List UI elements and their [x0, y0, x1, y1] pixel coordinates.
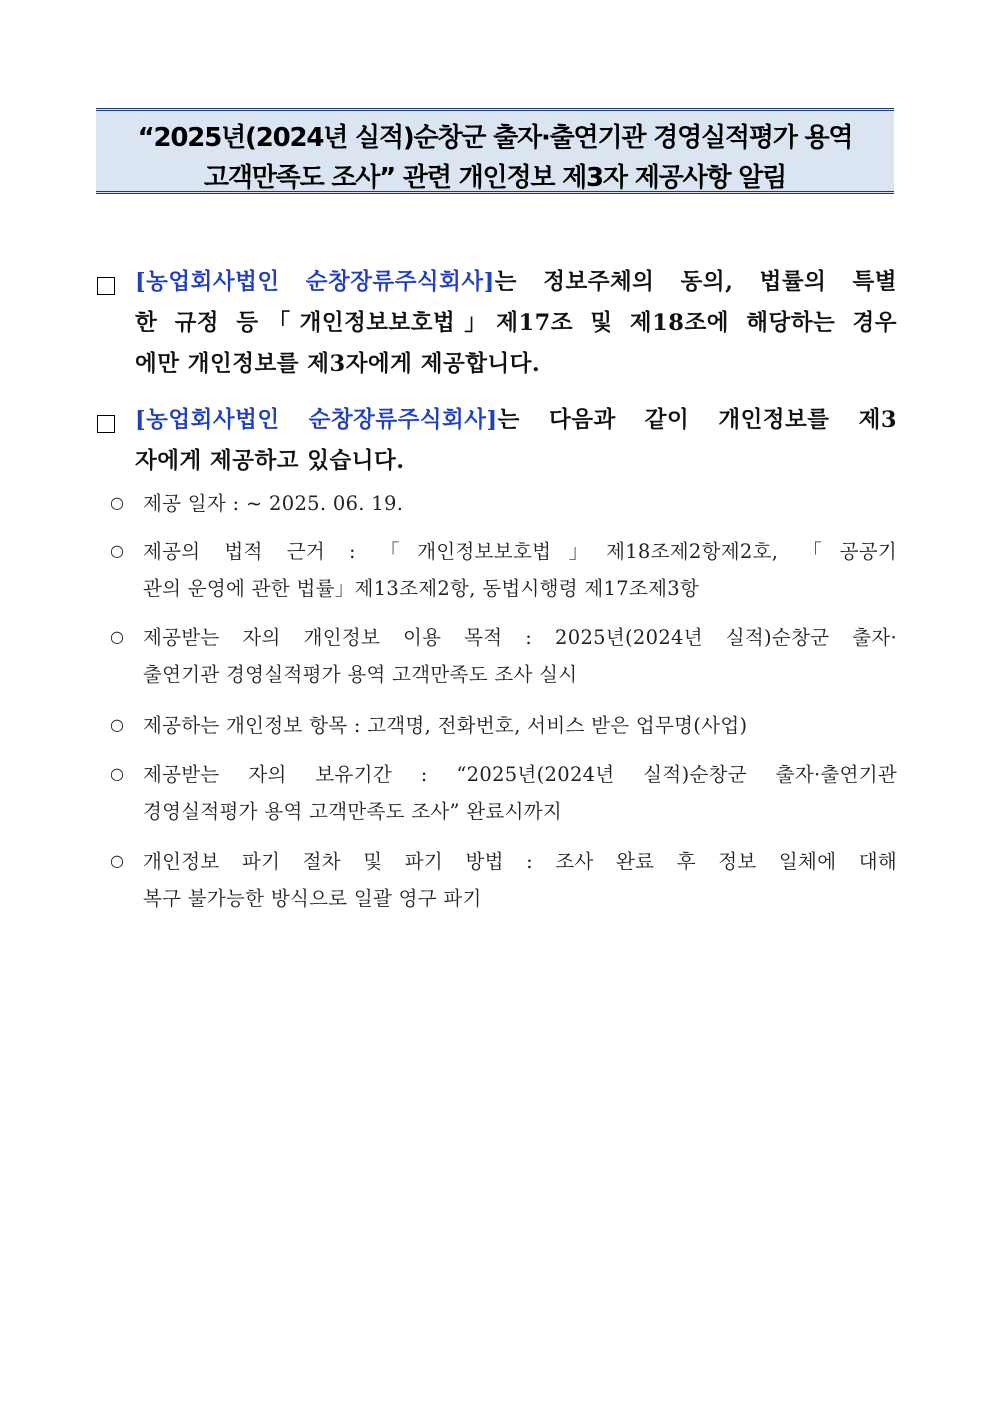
org-name: [농업회사법인 순창장류주식회사] [135, 269, 495, 295]
bullet-3: ○ [110, 627, 124, 646]
item-date [143, 485, 897, 522]
bullet-1: ○ [110, 493, 124, 512]
item-line: 제공받는 자의 개인정보 이용 목적 : 2025년(2024년 실적)순창군 출자· [143, 626, 897, 649]
title-box [96, 108, 894, 194]
section-2-line-1 [135, 400, 897, 441]
item-data-fields [143, 707, 897, 744]
bullet-5: ○ [110, 764, 124, 783]
item-line: 제공하는 개인정보 항목 : 고객명, 전화번호, 서비스 받은 업무명(사업) [143, 714, 748, 737]
checkbox-square-1 [97, 277, 115, 295]
item-line: 관의 운영에 관한 법률」제13조제2항, 동법시행령 제17조제3항 [143, 577, 700, 600]
item-legal-basis [143, 533, 897, 607]
item-destruction [143, 843, 897, 917]
section-1-line-1 [135, 262, 897, 303]
section-1-paragraph [135, 262, 897, 385]
item-line: 복구 불가능한 방식으로 일괄 영구 파기 [143, 887, 482, 910]
item-line: 제공 일자 : ~ 2025. 06. 19. [143, 492, 404, 515]
section-2-paragraph [135, 400, 897, 482]
item-line: 개인정보 파기 절차 및 파기 방법 : 조사 완료 후 정보 일체에 대해 [143, 850, 897, 873]
bullet-4: ○ [110, 715, 124, 734]
section-1-line-1-text: 는 정보주체의 동의, 법률의 특별 [494, 269, 897, 295]
item-line: 경영실적평가 용역 고객만족도 조사” 완료시까지 [143, 800, 563, 823]
item-purpose [143, 619, 897, 693]
item-line: 제공의 법적 근거 : 「개인정보보호법」제18조제2항제2호, 「공공기 [143, 540, 897, 563]
section-1-line-2: 한 규정 등「개인정보보호법」제17조 및 제18조에 해당하는 경우 [135, 310, 897, 336]
item-retention [143, 756, 897, 830]
item-line: 제공받는 자의 보유기간 : “2025년(2024년 실적)순창군 출자·출연기관 [143, 763, 897, 786]
title-line-2: 고객만족도 조사” 관련 개인정보 제3자 제공사항 알림 [203, 163, 787, 193]
section-2-line-2: 자에게 제공하고 있습니다. [135, 448, 405, 474]
checkbox-square-2 [97, 415, 115, 433]
section-2-line-1-text: 는 다음과 같이 개인정보를 제3 [497, 407, 897, 433]
section-1-line-3: 에만 개인정보를 제3자에게 제공합니다. [135, 351, 541, 377]
bullet-6: ○ [110, 851, 124, 870]
title-line-1: “2025년(2024년 실적)순창군 출자·출연기관 경영실적평가 용역 [137, 123, 853, 153]
org-name: [농업회사법인 순창장류주식회사] [135, 407, 498, 433]
item-line: 출연기관 경영실적평가 용역 고객만족도 조사 실시 [143, 663, 578, 686]
bullet-2: ○ [110, 541, 124, 560]
